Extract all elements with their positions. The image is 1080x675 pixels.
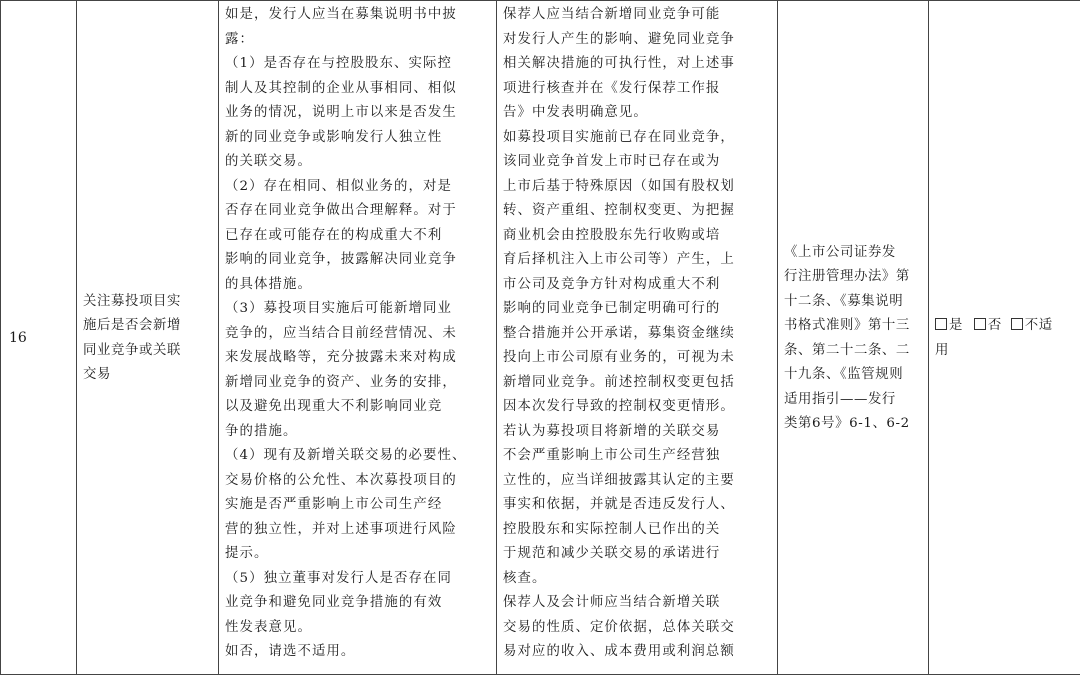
option-label: 不适 (1025, 318, 1053, 333)
disclosure-line: 的具体措施。 (225, 273, 492, 298)
item-number: 16 (9, 330, 27, 346)
legal-basis-cell (778, 1, 929, 675)
topic-line: 关注募投项目实 (83, 290, 214, 315)
disclosure-line: 交易价格的公允性、本次募投项目的 (225, 469, 492, 494)
disclosure-line: 如否，请选不适用。 (225, 640, 492, 665)
disclosure-line: 提示。 (225, 542, 492, 567)
disclosure-line: 营的独立性，并对上述事项进行风险 (225, 518, 492, 543)
legal-basis-text (778, 239, 928, 437)
option-no[interactable] (974, 318, 1002, 333)
legal-basis-line: 十九条、《监管规则 (784, 363, 924, 388)
option-label: 是 (949, 318, 963, 333)
topic-line: 交易 (83, 363, 214, 388)
verification-line: 若认为募投项目将新增的关联交易 (503, 420, 773, 445)
legal-basis-line: 类第6号》6-1、6-2 (784, 412, 924, 437)
option-not-applicable[interactable] (1011, 318, 1053, 333)
disclosure-line: 影响的同业竞争，披露解决同业竞争 (225, 248, 492, 273)
disclosure-line: 新的同业竞争或影响发行人独立性 (225, 126, 492, 151)
disclosure-line: （4）现有及新增关联交易的必要性、 (225, 444, 492, 469)
disclosure-line: 性发表意见。 (225, 616, 492, 641)
verification-line: 市公司及竞争方针对构成重大不利 (503, 273, 773, 298)
verification-line: 项进行核查并在《发行保荐工作报 (503, 77, 773, 102)
disclosure-line: 制人及其控制的企业从事相同、相似 (225, 77, 492, 102)
verification-line: 商业机会由控股股东先行收购或培 (503, 224, 773, 249)
options-group (929, 312, 1080, 363)
verification-line: 易对应的收入、成本费用或利润总额 (503, 640, 773, 665)
verification-line: 立性的，应当详细披露其认定的主要 (503, 469, 773, 494)
verification-line: 转、资产重组、控制权变更、为把握 (503, 199, 773, 224)
disclosure-line: 已存在或可能存在的构成重大不利 (225, 224, 492, 249)
disclosure-line: 实施是否严重影响上市公司生产经 (225, 493, 492, 518)
table-row (1, 1, 1080, 675)
disclosure-line: 竞争的，应当结合目前经营情况、未 (225, 322, 492, 347)
topic-line: 施后是否会新增 (83, 314, 214, 339)
verification-line: 控股股东和实际控制人已作出的关 (503, 518, 773, 543)
disclosure-line: 来发展战略等，充分披露未来对构成 (225, 346, 492, 371)
verification-line: 交易的性质、定价依据，总体关联交 (503, 616, 773, 641)
legal-basis-line: 《上市公司证券发 (784, 241, 924, 266)
disclosure-line: 业竞争和避免同业竞争措施的有效 (225, 591, 492, 616)
verification-line: 整合措施并公开承诺，募集资金继续 (503, 322, 773, 347)
verification-line: 告》中发表明确意见。 (503, 101, 773, 126)
disclosure-line: （2）存在相同、相似业务的，对是 (225, 175, 492, 200)
item-number-cell (1, 1, 77, 675)
legal-basis-line: 适用指引——发行 (784, 388, 924, 413)
disclosure-line: 的关联交易。 (225, 150, 492, 175)
verification-line: 于规范和减少关联交易的承诺进行 (503, 542, 773, 567)
verification-line: 新增同业竞争。前述控制权变更包括 (503, 371, 773, 396)
disclosure-line: 新增同业竞争的资产、业务的安排， (225, 371, 492, 396)
verification-line: 不会严重影响上市公司生产经营独 (503, 444, 773, 469)
disclosure-line: 业务的情况，说明上市以来是否发生 (225, 101, 492, 126)
disclosure-text (219, 1, 496, 665)
legal-basis-line: 行注册管理办法》第 (784, 265, 924, 290)
verification-line: 因本次发行导致的控制权变更情形。 (503, 395, 773, 420)
options-cell (929, 1, 1080, 675)
verification-line: 如募投项目实施前已存在同业竞争， (503, 126, 773, 151)
verification-line: 该同业竞争首发上市时已存在或为 (503, 150, 773, 175)
disclosure-line: （1）是否存在与控股股东、实际控 (225, 52, 492, 77)
topic-text (77, 288, 218, 388)
verification-line: 影响的同业竞争已制定明确可行的 (503, 297, 773, 322)
verification-line: 事实和依据，并就是否违反发行人、 (503, 493, 773, 518)
verification-line: 投向上市公司原有业务的，可视为未 (503, 346, 773, 371)
verification-line: 上市后基于特殊原因（如国有股权划 (503, 175, 773, 200)
disclosure-line: （3）募投项目实施后可能新增同业 (225, 297, 492, 322)
topic-cell (77, 1, 219, 675)
verification-line: 保荐人应当结合新增同业竞争可能 (503, 3, 773, 28)
verification-line: 对发行人产生的影响、避免同业竞争 (503, 28, 773, 53)
disclosure-line: 以及避免出现重大不利影响同业竞 (225, 395, 492, 420)
checkbox-icon[interactable] (935, 318, 947, 330)
verification-line: 相关解决措施的可执行性，对上述事 (503, 52, 773, 77)
legal-basis-line: 十二条、《募集说明 (784, 290, 924, 315)
option-label: 否 (988, 318, 1002, 333)
verification-text (497, 1, 777, 665)
legal-basis-line: 条、第二十二条、二 (784, 339, 924, 364)
verification-cell (497, 1, 778, 675)
disclosure-line: 如是，发行人应当在募集说明书中披 (225, 3, 492, 28)
disclosure-line: 争的措施。 (225, 420, 492, 445)
legal-basis-line: 书格式准则》第十三 (784, 314, 924, 339)
disclosure-line: 否存在同业竞争做出合理解释。对于 (225, 199, 492, 224)
disclosure-cell (219, 1, 497, 675)
checkbox-icon[interactable] (974, 318, 986, 330)
option-label-wrap: 用 (935, 343, 949, 358)
disclosure-line: 露： (225, 28, 492, 53)
verification-line: 保荐人及会计师应当结合新增关联 (503, 591, 773, 616)
verification-line: 育后择机注入上市公司等）产生，上 (503, 248, 773, 273)
disclosure-line: （5）独立董事对发行人是否存在同 (225, 567, 492, 592)
topic-line: 同业竞争或关联 (83, 339, 214, 364)
checkbox-icon[interactable] (1011, 318, 1023, 330)
option-yes[interactable] (935, 318, 963, 333)
verification-line: 核查。 (503, 567, 773, 592)
